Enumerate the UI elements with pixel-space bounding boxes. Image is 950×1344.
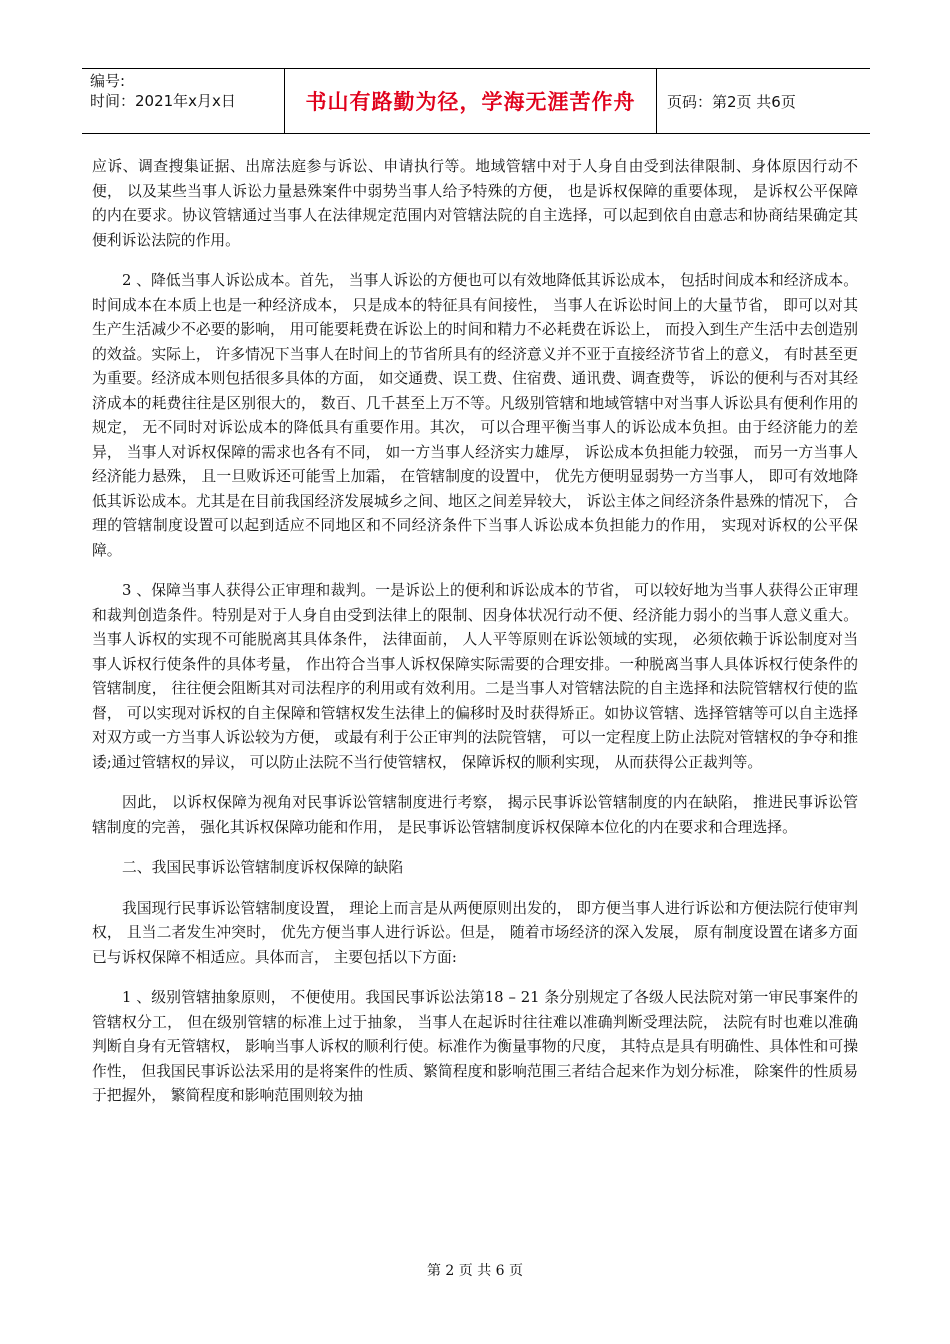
header-motto: 书山有路勤为径，学海无涯苦作舟 — [305, 90, 636, 114]
document-body — [92, 155, 858, 1125]
paragraph-2: 2 、降低当事人诉讼成本。首先， 当事人诉讼的方便也可以有效地降低其诉讼成本， 包括时间成本和经济成本。时间成本在本质上也是一种经济成本， 只是成本的特征具有间接性， 当事人在诉讼时间上的大量节省， 即可以对其生产生活减少不必要的影响， 用可能要耗费在诉讼上的时间和精力不必耗费在诉讼上， 而投入到生产生活中去创造别的效益。实际上， 许多情况下当事人在时间上的节省所具有的经济意义并不亚于直接经济节省上的意义， 有时甚至更为重要。经济成本则包括很多具体的方面， 如交通费、误工费、住宿费、通讯费、调查费等， 诉讼的便利与否对其经济成本的耗费往往是区别很大的， 数百、几千甚至上万不等。凡级别管辖和地域管辖中对当事人诉讼具有便利作用的规定， 无不同时对诉讼成本的降低具有重要作用。其次， 可以合理平衡当事人的诉讼成本负担。由于经济能力的差异， 当事人对诉权保障的需求也各有不同， 如一方当事人经济实力雄厚， 诉讼成本负担能力较强， 而另一方当事人经济能力悬殊， 且一旦败诉还可能雪上加霜， 在管辖制度的设置中， 优先方便明显弱势一方当事人， 即可有效地降低其诉讼成本。尤其是在目前我国经济发展城乡之间、地区之间差异较大， 诉讼主体之间经济条件悬殊的情况下， 合理的管辖制度设置可以起到适应不同地区和不同经济条件下当事人诉讼成本负担能力的作用， 实现对诉权的公平保障。 — [92, 272, 858, 559]
doc-number-label: 编号: — [90, 72, 126, 90]
header-motto-cell — [285, 69, 657, 133]
section-heading: 二、我国民事诉讼管辖制度诉权保障的缺陷 — [122, 859, 404, 876]
footer-page-number: 第 2 页 共 6 页 — [426, 1263, 524, 1279]
paragraph-3: 3 、保障当事人获得公正审理和裁判。一是诉讼上的便利和诉讼成本的节省， 可以较好地为当事人获得公正审理和裁判创造条件。特别是对于人身自由受到法律上的限制、因身体状况行动不便、经济能力弱小的当事人意义重大。当事人诉权的实现不可能脱离其具体条件， 法律面前， 人人平等原则在诉讼领域的实现， 必须依赖于诉讼制度对当事人诉权行使条件的具体考量， 作出符合当事人诉权保障实际需要的合理安排。一种脱离当事人具体诉权行使条件的管辖制度， 往往便会阻断其对司法程序的利用或有效利用。二是当事人对管辖法院的自主选择和法院管辖权行使的监督， 可以实现对诉权的自主保障和管辖权发生法律上的偏移时及时获得矫正。如协议管辖、选择管辖等可以自主选择对双方或一方当事人诉讼较为方便， 或最有利于公正审判的法院管辖， 可以一定程度上防止法院对管辖权的争夺和推诿;通过管辖权的异议， 可以防止法院不当行使管辖权， 保障诉权的顺利实现， 从而获得公正裁判等。 — [92, 582, 858, 771]
paragraph-1: 应诉、调查搜集证据、出席法庭参与诉讼、申请执行等。地域管辖中对于人身自由受到法律限制、身体原因行动不便， 以及某些当事人诉讼力量悬殊案件中弱势当事人给予特殊的方便， 也是诉权保障的重要体现， 是诉权公平保障的内在要求。协议管辖通过当事人在法律规定范围内对管辖法院的自主选择，可以起到依自由意志和协商结果确定其便利诉讼法院的作用。 — [92, 158, 858, 249]
paragraph-5: 我国现行民事诉讼管辖制度设置， 理论上而言是从两便原则出发的， 即方便当事人进行诉讼和方便法院行使审判权， 且当二者发生冲突时， 优先方便当事人进行诉讼。但是， 随着市场经济的深入发展， 原有制度设置在诸多方面已与诉权保障不相适应。具体而言， 主要包括以下方面: — [92, 899, 858, 966]
header-page-info: 页码：第2页 共6页 — [667, 92, 796, 111]
header-meta — [82, 69, 285, 133]
header-page-info-cell — [657, 69, 870, 133]
page-header — [82, 68, 870, 134]
page-footer — [0, 1260, 950, 1280]
doc-time-label: 时间：2021年x月x日 — [90, 92, 236, 110]
paragraph-6: 1 、级别管辖抽象原则， 不便使用。我国民事诉讼法第18 – 21 条分别规定了各级人民法院对第一审民事案件的管辖权分工， 但在级别管辖的标准上过于抽象， 当事人在起诉时往往难以准确判断受理法院， 法院有时也难以准确判断自身有无管辖权， 影响当事人诉权的顺利行使。标准作为衡量事物的尺度， 其特点是具有明确性、具体性和可操作性， 但我国民事诉讼法采用的是将案件的性质、繁简程度和影响范围三者结合起来作为划分标准， 除案件的性质易于把握外， 繁简程度和影响范围则较为抽 — [92, 989, 858, 1104]
paragraph-4: 因此， 以诉权保障为视角对民事诉讼管辖制度进行考察， 揭示民事诉讼管辖制度的内在缺陷， 推进民事诉讼管辖制度的完善， 强化其诉权保障功能和作用， 是民事诉讼管辖制度诉权保障本位化的内在要求和合理选择。 — [92, 794, 858, 836]
